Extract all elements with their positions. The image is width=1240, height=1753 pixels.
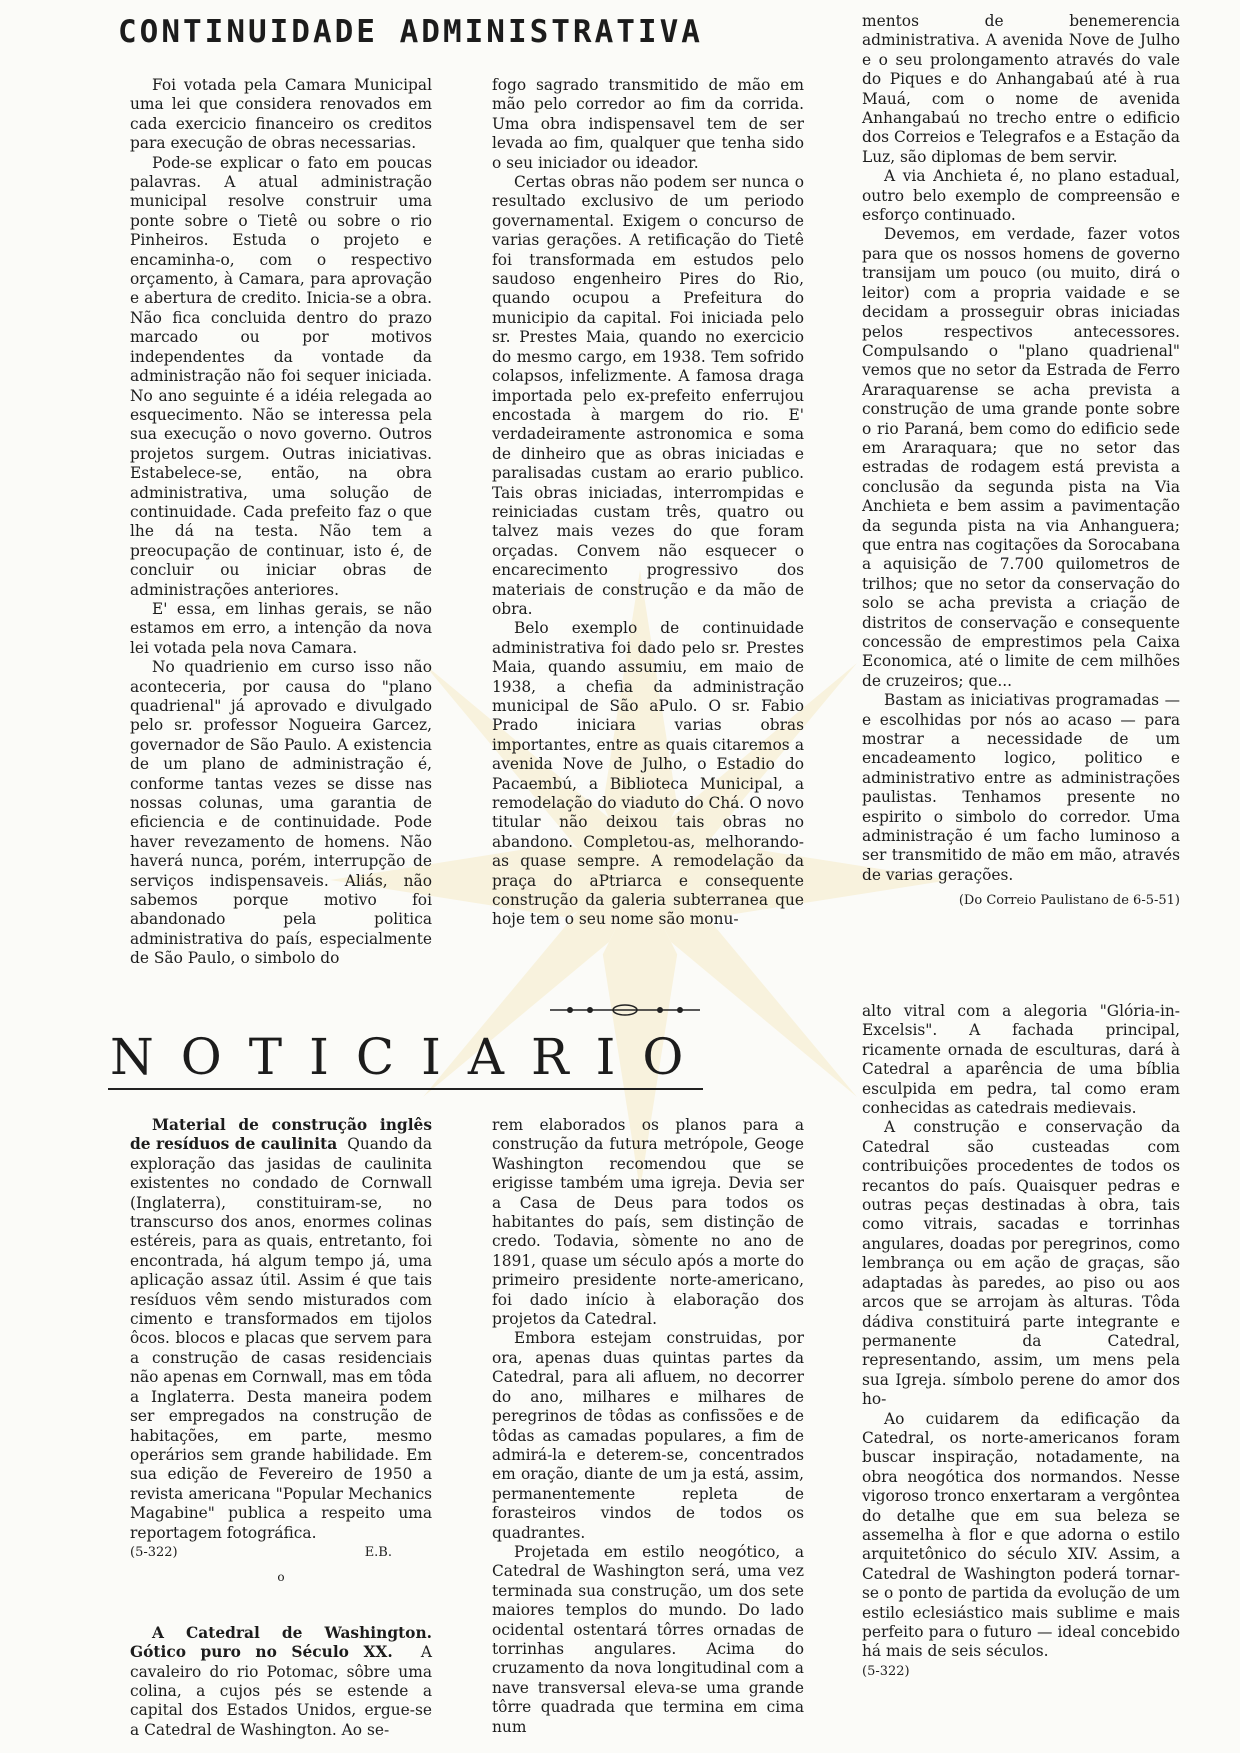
paragraph: fogo sagrado transmitido de mão em mão pelo corredor ao fim da corrida. Uma obra indispensavel tem de ser levada ao fim, qualquer que tenha sido o seu iniciador ou ideador. — [492, 76, 804, 172]
author-initials: E.B. — [364, 1544, 392, 1560]
separator-dot: o — [277, 1570, 285, 1585]
article2-column-3 — [862, 1002, 1180, 1681]
article2-column-1 — [130, 1116, 432, 1740]
paragraph: alto vitral com a alegoria "Glória-in-Excelsis". A fachada principal, ricamente ornada de esculturas, dará à Catedral a aparência de uma bíblia esculpida em pedra, tal como eram conhecidas as catedrais medievais. — [862, 1002, 1180, 1118]
paragraph: Devemos, em verdade, fazer votos para que os nossos homens de governo transijam um pouco (ou muito, dirá o leitor) com a propria vaidade e se decidam a prosseguir obras iniciadas pelos respectivos antecessores. Compulsando o "plano quadrienal" vemos que no setor da Estrada de Ferro Araraquarense se acha prevista a construção de uma grande ponte sobre o rio Paraná, bem como do edificio sede em Araraquara; que no setor das estradas de rodagem está prevista a conclusão da segunda pista na Via Anchieta e bem assim a pavimentação da segunda pista na via Anhanguera; que entra nas cogitações da Sorocabana a aquisição de 7.700 quilometros de trilhos; que no setor da conservação do solo se acha prevista a criação de distritos de conservação e consequente concessão de emprestimos pela Caixa Economica, até o limite de cem milhões de cruzeiros; que... — [862, 225, 1180, 690]
article1-column-3 — [862, 12, 1180, 911]
item-title: A Catedral de Washington. Gótico puro no Século XX. — [130, 1623, 432, 1662]
paragraph: Pode-se explicar o fato em poucas palavras. A atual administração municipal resolve construir uma ponte sobre o Tietê ou sobre o rio Pinheiros. Estuda o projeto e encaminha-o, com o respectivo orçamento, à Camara, para aprovação e abertura de credito. Inicia-se a obra. Não fica concluida dentro do prazo marcado ou por motivos independentes da vontade da administração não foi sequer iniciada. No ano seguinte é a idéia relegada ao esquecimento. Não se interessa pela sua execução o novo governo. Outros projetos surgem. Outras iniciativas. Estabelece-se, então, na obra administrativa, uma solução de continuidade. Cada prefeito faz o que lhe dá na testa. Não tem a preocupação de continuar, isto é, de concluir ou iniciar obras de administrações anteriores. — [130, 153, 432, 599]
paragraph: Ao cuidarem da edificação da Catedral, os norte-americanos foram buscar inspiração, notadamente, na obra neogótica dos normandos. Nesse vigoroso tronco enxertaram a vergôntea do detalhe que em sua beleza se assemelha à flor e que adorna o estilo arquitetônico do século XIV. Assim, a Catedral de Washington poderá tornar-se o ponto de partida da evolução de um estilo eclesiástico mais sublime e mais perfeito para o futuro — ideal concebido há mais de seis séculos. — [862, 1409, 1180, 1661]
paragraph: Embora estejam construidas, por ora, apenas duas quintas partes da Catedral, para ali afluem, no decorrer do ano, milhares e milhares de peregrinos de tôdas as confissões e de tôdas as camadas populares, a fim de admirá-la e deterem-se, concentrados em oração, diante de um ja está, assim, permanentemente repleta de forasteiros vindos de todos os quadrantes. — [492, 1329, 804, 1542]
paragraph: A via Anchieta é, no plano estadual, outro belo exemplo de compreensão e esforço continuado. — [862, 167, 1180, 225]
section-title: NOTICIARIO — [110, 1028, 711, 1086]
item-title: Material de construção inglês de resíduos de caulinita — [130, 1116, 432, 1154]
reference-code: (5-322) — [862, 1663, 910, 1679]
item-text: Quando da exploração das jasidas de caulinita existentes no condado de Cornwall (Inglaterra), constituiram-se, no transcurso dos anos, enormes colinas estéreis, para as quais, entretanto, foi encontrada, há algum tempo já, uma aplicação assaz útil. Assim é que tais resíduos vêm sendo misturados com cimento e transformados em tijolos ôcos. blocos e placas que servem para a construção de casas residenciais não apenas em Cornwall, mas em tôda a Inglaterra. Desta maneira podem ser empregados na construção de habitações, em parte, mesmo operários sem grande habilidade. Em sua edição de Fevereiro de 1950 a revista americana "Popular Mechanics Magabine" publica a respeito uma reportagem fotográfica. — [130, 1135, 432, 1542]
article1-column-2 — [492, 76, 804, 930]
article-title: CONTINUIDADE ADMINISTRATIVA — [118, 14, 703, 50]
paragraph: Bastam as iniciativas programadas —e escolhidas por nós ao acaso — para mostrar a necessidade de um encadeamento logico, politico e administrativo entre as administrações paulistas. Tenhamos presente no espirito o simbolo do corredor. Uma administração é um facho luminoso a ser transmitido de mão em mão, através de varias gerações. — [862, 691, 1180, 884]
paragraph: Foi votada pela Camara Municipal uma lei que considera renovados em cada exercicio financeiro os creditos para execução de obras necessarias. — [130, 76, 432, 153]
reference-code: (5-322) — [130, 1544, 178, 1560]
paragraph: Projetada em estilo neogótico, a Catedral de Washington será, uma vez terminada sua construção, um dos sete maiores templos do mundo. Do lado ocidental ostentará tôrres ornadas de torrinhas angulares. Acima do cruzamento da nova longitudinal com a nave transversal eleva-se uma grande tôrre quadrada que termina em cima num — [492, 1542, 804, 1736]
ornament-divider — [550, 1003, 700, 1017]
paragraph: No quadrienio em curso isso não aconteceria, por causa do "plano quadrienal" já aprovado e divulgado pelo sr. professor Nogueira Garcez, governador de São Paulo. A existencia de um plano de administração é, conforme tantas vezes se disse nas nossas colunas, uma garantia de eficiencia e de continuidade. Pode haver revezamento de homens. Não haverá nunca, porém, interrupção de serviços indispensaveis. Aliás, não sabemos porque motivo foi abandonado pela politica administrativa do país, especialmente de São Paulo, o simbolo do — [130, 658, 432, 968]
paragraph: Belo exemplo de continuidade administrativa foi dado pelo sr. Prestes Maia, quando assumiu, em maio de 1938, a chefia da administração municipal de São aPulo. O sr. Fabio Prado iniciara varias obras importantes, entre as quais citaremos a avenida Nove de Julho, o Estadio do Pacaembú, a Biblioteca Municipal, a remodelação do viaduto do Chá. O novo titular não deixou tais obras no abandono. Completou-as, melhorando-as quase sempre. A remodelação da praça do aPtriarca e consequente construção da galeria subterranea que hoje tem o seu nome são monu- — [492, 619, 804, 929]
article2-column-2 — [492, 1116, 804, 1737]
item-signature-line — [130, 1543, 432, 1562]
section-title-rule — [108, 1088, 703, 1090]
source-credit: (Do Correio Paulistano de 6-5-51) — [958, 893, 1180, 909]
article1-column-1 — [130, 76, 432, 969]
item-text: A cavaleiro do rio Potomac, sôbre uma colina, a cujos pés se estende a capital dos Estados Unidos, ergue-se a Catedral de Washington. Ao se- — [130, 1643, 432, 1739]
paragraph: Certas obras não podem ser nunca o resultado exclusivo de um periodo governamental. Exigem o concurso de varias gerações. A retificação do Tietê foi transformada em estudos pelo saudoso engenheiro Pires do Rio, quando ocupou a Prefeitura do municipio da capital. Foi iniciada pelo sr. Prestes Maia, quando no exercicio do mesmo cargo, em 1938. Tem sofrido colapsos, infelizmente. A famosa draga importada pelo ex-prefeito enferrujou encostada à margem do rio. E' verdadeiramente astronomica e soma de dinheiro que as obras iniciadas e paralisadas custam ao erario publico. Tais obras iniciadas, interrompidas e reiniciadas custam três, quatro ou talvez mais vezes do que foram orçadas. Convem não esquecer o encarecimento progressivo dos materiais de construção e da mão de obra. — [492, 173, 804, 618]
paragraph: mentos de benemerencia administrativa. A avenida Nove de Julho e o seu prolongamento através do vale do Piques e do Anhangabaú até à rua Mauá, com o nome de avenida Anhangabaú no trecho entre o edificio dos Correios e Telegrafos e a Estação da Luz, são diplomas de bem servir. — [862, 12, 1180, 166]
paragraph: E' essa, em linhas gerais, se não estamos em erro, a intenção da nova lei votada pela nova Camara. — [130, 599, 432, 657]
paragraph: rem elaborados os planos para a construção da futura metrópole, Geoge Washington recomendou que se erigisse também uma igreja. Devia ser a Casa de Deus para todos os habitantes do país, sem distinção de credo. Todavia, sòmente no ano de 1891, quase um século após a morte do primeiro presidente norte-americano, foi dado início à elaboração dos projetos da Catedral. — [492, 1116, 804, 1329]
paragraph: A construção e conservação da Catedral são custeadas com contribuições procedentes de todos os recantos do país. Quaisquer pedras e outras peças destinadas à obra, tais como vitrais, sacadas e torrinhas angulares, doadas por peregrinos, como lembrança ou em ação de graças, são adaptadas às paredes, ao piso ou aos arcos que se arrojam às alturas. Tôda dádiva constituirá parte integrante e permanente da Catedral, representando, assim, um mens pela sua Igreja. símbolo perene do amor dos ho- — [862, 1118, 1180, 1409]
